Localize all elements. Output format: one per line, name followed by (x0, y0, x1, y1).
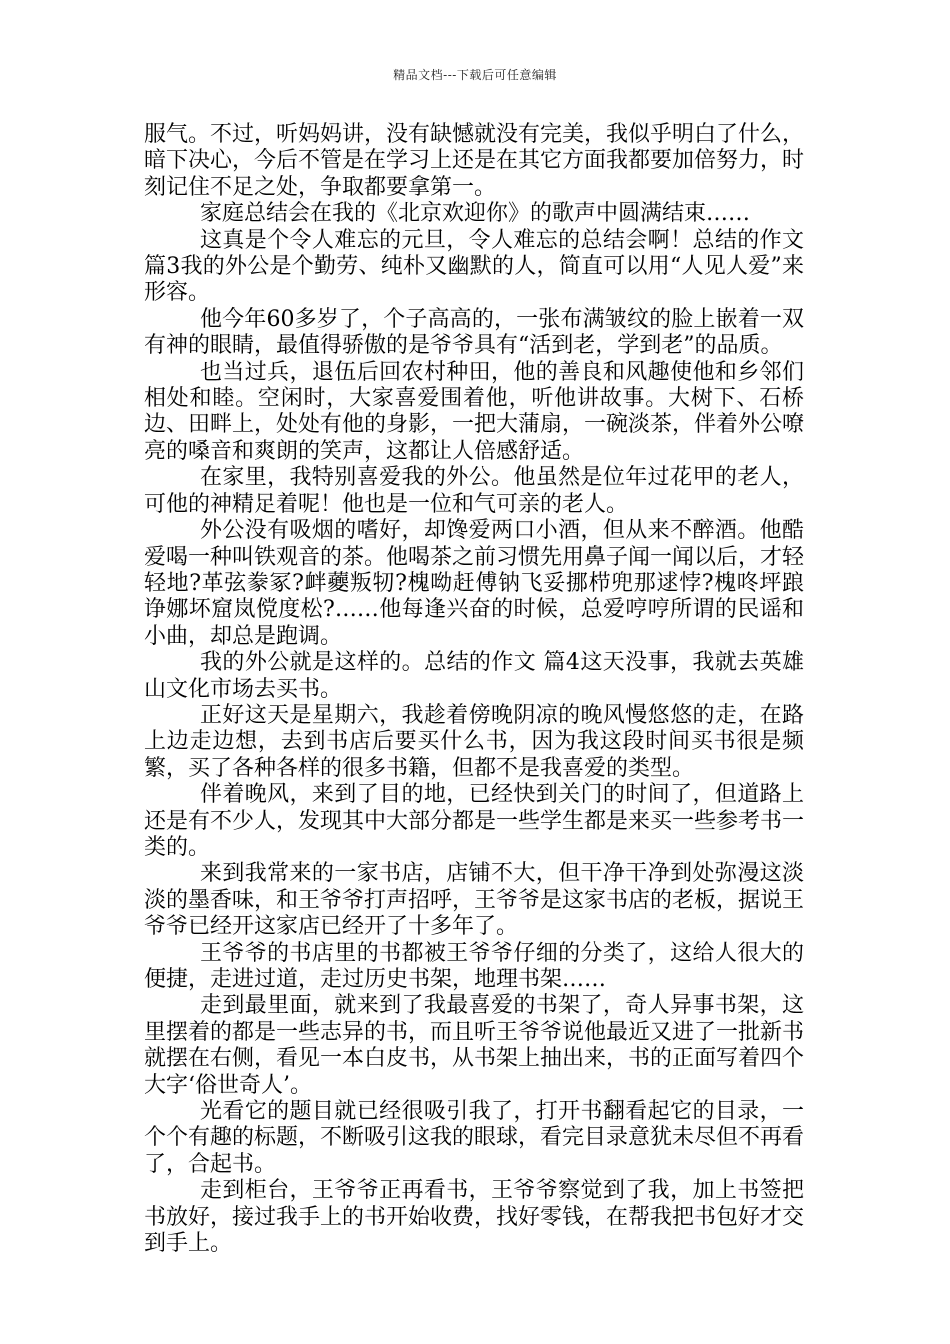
page-header: 精品文档---下载后可任意编辑 (393, 68, 557, 82)
paragraph: 家庭总结会在我的《北京欢迎你》的歌声中圆满结束…… (200, 201, 751, 227)
paragraph: 走到最里面，就来到了我最喜爱的书架了，奇人异事书架，这里摆着的都是一些志异的书，而且听王爷爷说他最近又进了一批新书就摆在右侧，看见一本白皮书，从书架上抽出来，书的正面写着四个大字‘俗世奇人’。 (144, 993, 805, 1098)
paragraph: 我的外公就是这样的。总结的作文 篇4这天没事，我就去英雄山文化市场去买书。 (144, 650, 804, 702)
paragraph: 也当过兵，退伍后回农村种田，他的善良和风趣使他和乡邻们相处和睦。空闲时，大家喜爱围着他，听他讲故事。大树下、石桥边、田畔上，处处有他的身影，一把大蒲扇，一碗淡茶，伴着外公嘹亮的嗓音和爽朗的笑声，这都让人倍感舒适。 (144, 359, 805, 464)
paragraph: 他今年60多岁了，个子高高的，一张布满皱纹的脸上嵌着一双有神的眼睛，最值得骄傲的是爷爷具有“活到老，学到老”的品质。 (144, 306, 804, 359)
paragraph: 服气。不过，听妈妈讲，没有缺憾就没有完美，我似乎明白了什么，暗下决心，今后不管是在学习上还是在其它方面我都要加倍努力，时刻记住不足之处，争取都要拿第一。 (144, 122, 805, 200)
paragraph: 正好这天是星期六，我趁着傍晚阴凉的晚风慢悠悠的走，在路上边走边想，去到书店后要买什么书，因为我这段时间买书很是频繁，买了各种各样的很多书籍，但都不是我喜爱的类型。 (144, 702, 804, 781)
paragraph: 外公没有吸烟的嗜好，却馋爱两口小酒，但从来不醉酒。他酷爱喝一种叫铁观音的茶。他喝茶之前习惯先用鼻子闻一闻以后，才轻轻地?革弦豢冢?衅虁叛牣?槐呦赶傅钠飞妥挪栉兜那逑悖?槐咚坪踉诤娜坏窟岚傥度松?……他每逢兴奋的时候，总爱哼哼所谓的民谣和小曲，却总是跑调。 (144, 518, 805, 649)
paragraph: 王爷爷的书店里的书都被王爷爷仔细的分类了，这给人很大的便捷，走进过道，走过历史书架，地理书架…… (144, 940, 804, 992)
paragraph: 走到柜台，王爷爷正再看书，王爷爷察觉到了我，加上书签把书放好，接过我手上的书开始收费，找好零钱，在帮我把书包好才交到手上。 (144, 1178, 805, 1257)
paragraph: 在家里，我特别喜爱我的外公。他虽然是位年过花甲的老人，可他的神精足着呢！他也是一位和气可亲的老人。 (144, 465, 804, 517)
paragraph: 伴着晚风，来到了目的地，已经快到关门的时间了，但道路上还是有不少人，发现其中大部分都是一些学生都是来买一些参考书一类的。 (144, 782, 805, 860)
document-body (144, 122, 804, 1257)
paragraph: 光看它的题目就已经很吸引我了，打开书翻看起它的目录，一个个有趣的标题，不断吸引这我的眼球，看完目录意犹未尽但不再看了，合起书。 (144, 1099, 805, 1177)
paragraph: 来到我常来的一家书店，店铺不大，但干净干净到处弥漫这淡淡的墨香味，和王爷爷打声招呼，王爷爷是这家书店的老板，据说王爷爷已经开这家店已经开了十多年了。 (144, 861, 805, 940)
paragraph: 这真是个令人难忘的元旦，令人难忘的总结会啊！总结的作文 篇3我的外公是个勤劳、纯朴又幽默的人，简直可以用“人见人爱”来形容。 (144, 227, 804, 306)
